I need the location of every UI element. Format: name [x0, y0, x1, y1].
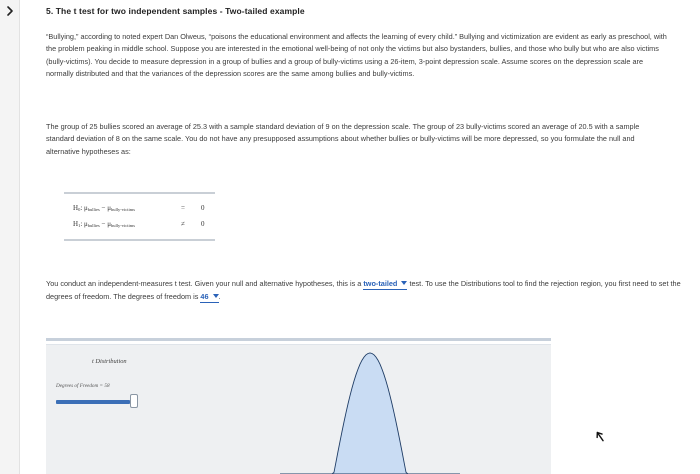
- distribution-title: t Distribution: [92, 358, 127, 365]
- instructions-text-before: You conduct an independent-measures t test. Given your null and alternative hypotheses, this is a: [46, 279, 362, 288]
- instructions-paragraph: [46, 277, 686, 303]
- question-title: 5. The t test for two independent samples - Two-tailed example: [46, 6, 305, 16]
- alternative-hypothesis: [73, 220, 213, 232]
- test-type-selected-value: two-tailed: [363, 279, 398, 288]
- hypotheses-top-rule: [64, 192, 215, 194]
- null-hypothesis: [73, 204, 213, 216]
- null-relation: =: [181, 204, 185, 212]
- instructions-text-middle: test. To use the Distributions tool to find the rejection region, you first need to set the degrees of freedom. The degrees of freedom is: [46, 279, 681, 301]
- t-curve-area: [280, 353, 460, 474]
- chevron-right-icon[interactable]: [4, 5, 16, 17]
- t-distribution-curve[interactable]: [220, 345, 551, 474]
- instructions-text-after: .: [218, 292, 221, 301]
- scenario-paragraph: “Bullying,” according to noted expert Dan Olweus, “poisons the educational environment and affects the learning of every child.” Bullying and victimization are evident as early as preschool, with the problem peaking in middle school. Suppose you are interested in the emotional well-being of not only the victims but also bystanders, bullies, and those who bully but who are also victims (bully-victims). You decide to measure depression in a group of bullies and a group of bully-victims using a 26-item, 3-point depression scale. Assume scores on the depression scale are normally distributed and that the variances of the depression scores are the same among bullies and bully-victims.: [46, 32, 667, 78]
- left-collapse-strip: [0, 0, 20, 474]
- data-paragraph: The group of 25 bullies scored an average of 25.3 with a sample standard deviation of 9 on the depression scale. The group of 23 bully-victims scored an average of 20.5 with a sample standard deviation of 8 on the same scale. You do not have any presupposed assumptions about whether bullies or bully-victims will be more depressed, so you formulate the null and alternative hypotheses as:: [46, 122, 640, 156]
- df-slider-track[interactable]: [56, 400, 136, 404]
- dropdown-caret-icon: [401, 281, 407, 285]
- arrow-pointer-icon: [595, 430, 607, 442]
- test-type-dropdown[interactable]: [363, 279, 407, 290]
- hypotheses-box: [64, 192, 215, 241]
- null-value: 0: [201, 204, 205, 212]
- degrees-of-freedom-label: Degrees of Freedom = 58: [56, 383, 110, 389]
- null-hypothesis-expression: $H_0$: $\mu_{bullies} - \mu_{bully-victims}$: [73, 204, 135, 212]
- df-slider-thumb[interactable]: [130, 394, 138, 408]
- hypotheses-bottom-rule: [64, 239, 215, 241]
- alternative-value: 0: [201, 220, 205, 228]
- df-slider-fill: [56, 400, 130, 404]
- alternative-hypothesis-expression: $H_1$: $\mu_{bullies} - \mu_{bully-victims}$: [73, 220, 135, 228]
- alternative-relation: ≠: [181, 220, 185, 228]
- df-selected-value: 46: [200, 292, 209, 301]
- df-dropdown[interactable]: [200, 292, 218, 303]
